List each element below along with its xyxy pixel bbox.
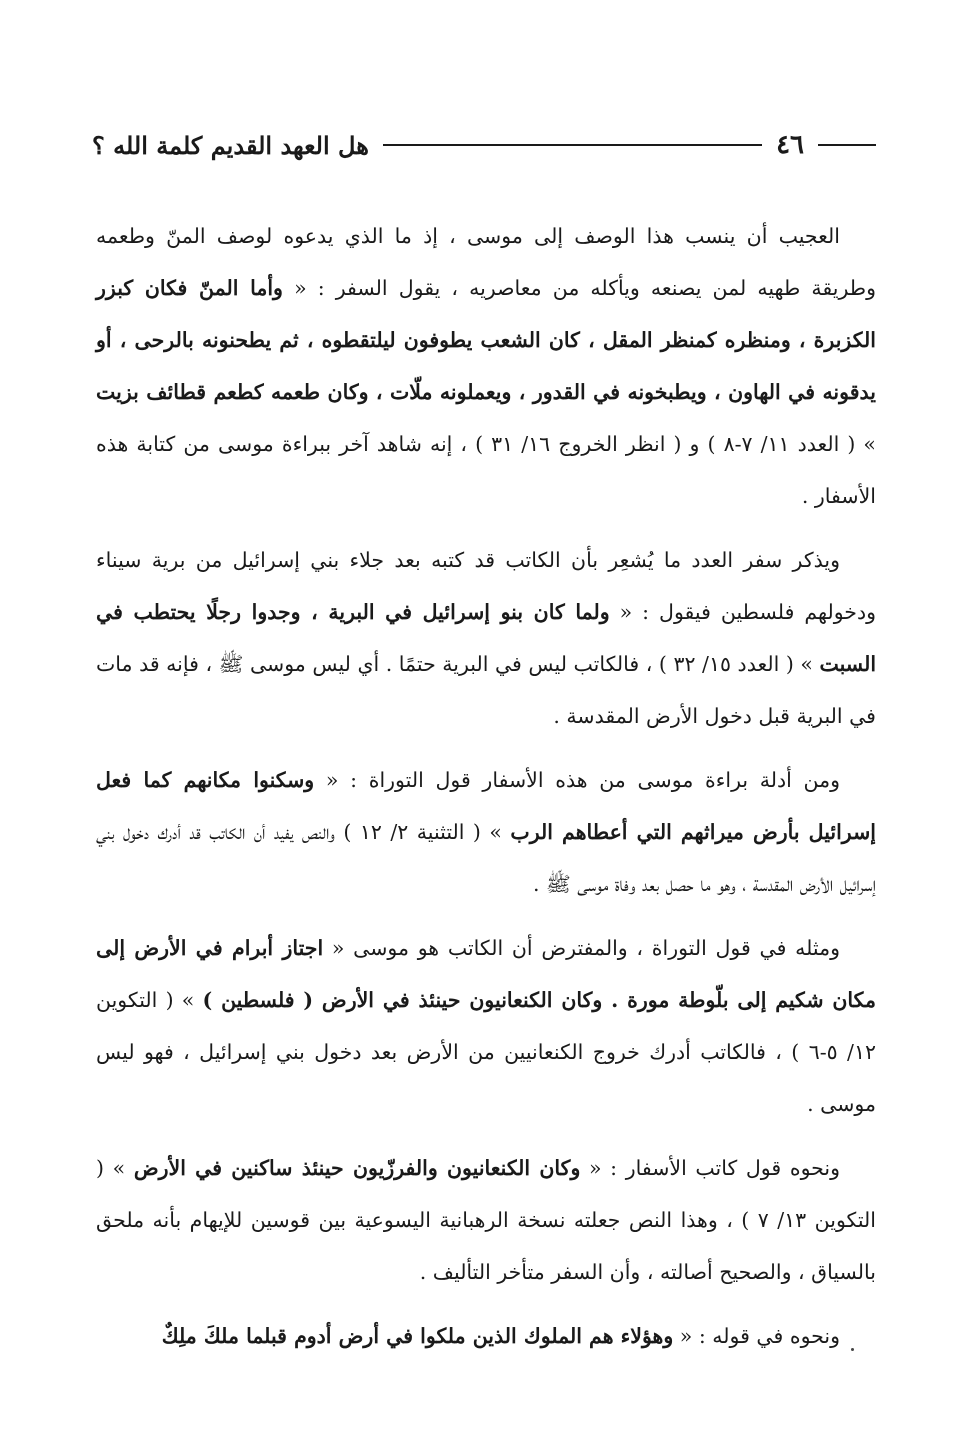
paragraph-text: ويذكر سفر العدد ما يُشعِر بأن الكاتب قد كتبه بعد جلاء بني إسرائيل من برية سيناء ودخولهم فلسطين فيقول : « — [96, 548, 877, 624]
paragraph-text: » ( التكوين ١٣/ ٧ ) ، وهذا النص جعلته نسخة الرهبانية اليسوعية بين قوسين للإيهام بأنه ملحق بالسياق ، والصحيح أصالته ، وأن السفر متأخر التأليف . — [96, 1156, 876, 1284]
page-number: ٤٦ — [776, 130, 804, 160]
paragraph — [96, 1142, 876, 1298]
quoted-verse: اجتاز أبرام في الأرض إلى مكان شكيم إلى بلّوطة مورة . وكان الكنعانيون حينئذ في الأرض ( فلسطين ) — [96, 936, 876, 1012]
paragraph — [96, 534, 876, 742]
quoted-verse: وأما المنّ فكان كبزر الكزبرة ، ومنظره كمنظر المقل ، كان الشعب يطوفون ليلتقطوه ، ثم يطحنونه بالرحى ، أو يدقونه في الهاون ، ويطبخونه في القدور ، ويعملونه ملّات ، وكان طعمه كطعم قطائف بزيت — [96, 276, 876, 404]
paragraph-text: » ( التثنية ٢/ ١٢ ) والنص يفيد أن الكاتب قد أدرك دخول بني إسرائيل الأرض المقدسة ، وهو ما حصل بعد وفاة موسى ﷺ . — [96, 820, 876, 896]
paragraph-text: ومن أدلة براءة موسى من هذه الأسفار قول التوراة : « — [314, 768, 841, 792]
header-rule-middle — [383, 144, 762, 146]
paragraph — [96, 210, 876, 522]
paragraph-text: » ( العدد ١٥/ ٣٢ ) ، فالكاتب ليس في البرية حتمًا . أي ليس موسى ﷺ ، فإنه قد مات في البرية قبل دخول الأرض المقدسة . — [96, 652, 876, 728]
quoted-verse: وكان الكنعانيون والفرزّيون حينئذ ساكنين في الأرض — [133, 1156, 581, 1180]
quoted-verse: وهؤلاء هم الملوك الذين ملكوا في أرض أدوم قبلما ملكَ ملِكٌ — [161, 1324, 674, 1348]
running-title: هل العهد القديم كلمة الله ؟ — [92, 130, 369, 160]
quoted-verse: ولما كان بنو إسرائيل في البرية ، وجدوا رجلًا يحتطب في السبت — [96, 600, 877, 676]
paragraph-text: » ( العدد ١١/ ٧-٨ ) و ( انظر الخروج ١٦/ ٣١ ) ، إنه شاهد آخر ببراءة موسى من كتابة هذه الأسفار . — [96, 432, 876, 508]
paragraph — [96, 922, 876, 1130]
paragraph-text: ونحوه في قوله : « — [673, 1324, 840, 1348]
running-header — [92, 125, 876, 165]
quoted-verse: وسكنوا مكانهم كما فعل إسرائيل بأرض ميراثهم التي أعطاهم الرب — [96, 768, 876, 844]
paragraph-text: ومثله في قول التوراة ، والمفترض أن الكاتب هو موسى « — [323, 936, 840, 960]
ink-speck — [851, 1348, 854, 1351]
paragraph-text: ونحوه قول كاتب الأسفار : « — [580, 1156, 840, 1180]
paragraph-text: » ( التكوين ١٢/ ٥-٦ ) ، فالكاتب أدرك خروج الكنعانيين من الأرض بعد دخول بني إسرائيل ، فهو ليس موسى . — [96, 988, 876, 1116]
body-text — [96, 210, 876, 1374]
paragraph — [96, 754, 876, 910]
paragraph-text: العجيب أن ينسب هذا الوصف إلى موسى ، إذ ما الذي يدعوه لوصف المنّ وطعمه وطريقة طهيه لمن يصنعه ويأكله من معاصريه ، يقول السفر : « — [96, 224, 876, 300]
paragraph — [96, 1310, 876, 1362]
header-rule-right — [818, 144, 876, 146]
